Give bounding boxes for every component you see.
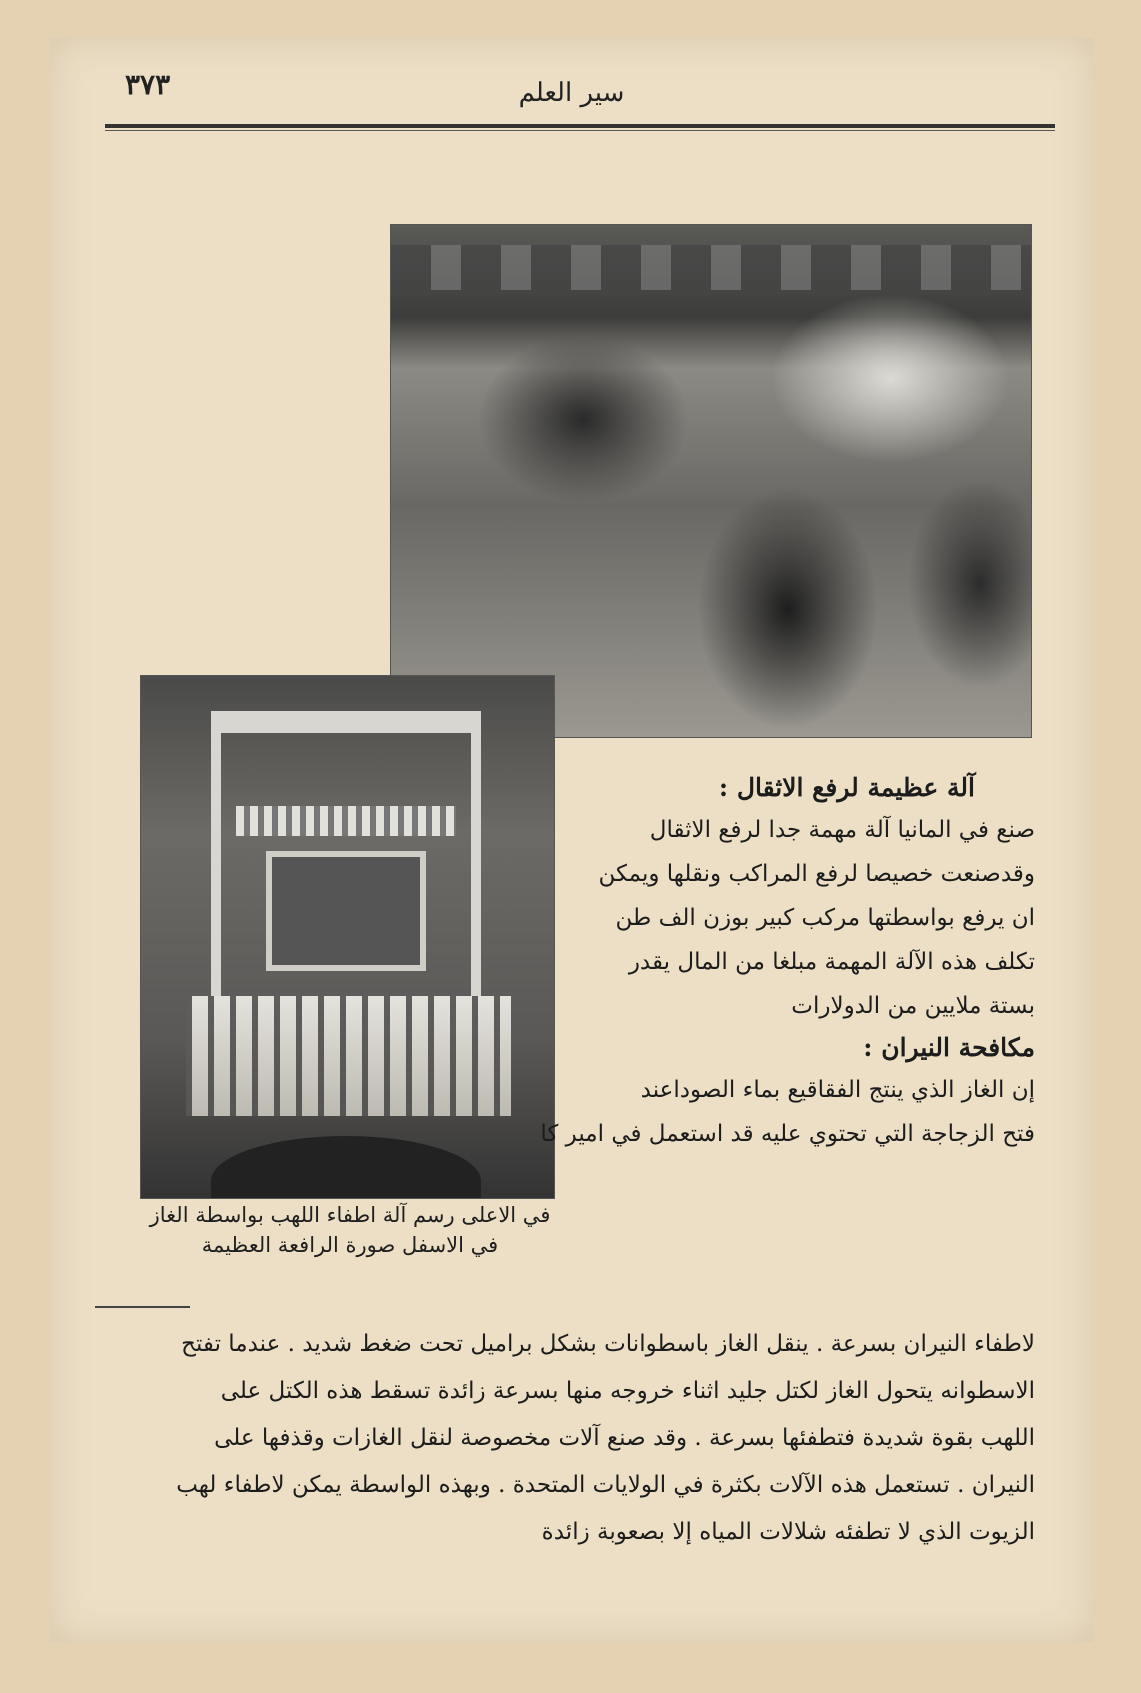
article-line: صنع في المانيا آلة مهمة جدا لرفع الاثقال [649, 817, 1035, 843]
caption-rule [95, 1306, 190, 1308]
article-line: وقدصنعت خصيصا لرفع المراكب ونقلها ويمكن [598, 861, 1035, 887]
article-line: إن الغاز الذي ينتج الفقاقيع بماء الصوداعند [640, 1077, 1035, 1103]
crane-arch [211, 1136, 481, 1199]
page-header [50, 38, 1093, 138]
article-line: بستة ملايين من الدولارات [791, 993, 1035, 1019]
article-line: تكلف هذه الآلة المهمة مبلغا من المال يقدر [628, 949, 1035, 975]
article-line: الاسطوانه يتحول الغاز لكتل جليد اثناء خروجه منها بسرعة زائدة تسقط هذه الكتل على [220, 1378, 1035, 1404]
crane-lifting-cage [266, 851, 426, 971]
crane-base-building [186, 996, 511, 1116]
article-line: اللهب بقوة شديدة فتطفئها بسرعة . وقد صنع آلات مخصوصة لنقل الغازات وقذفها على [214, 1425, 1035, 1451]
article-line: النيران . تستعمل هذه الآلات بكثرة في الولايات المتحدة . وبهذه الواسطة يمكن لاطفاء لهب [176, 1472, 1035, 1498]
header-rule [105, 124, 1055, 128]
header-rule-thin [105, 130, 1055, 131]
fire-extinguishing-photo [390, 224, 1032, 738]
caption-line: في الاعلى رسم آلة اطفاء اللهب بواسطة الغاز [149, 1203, 551, 1227]
running-title: سير العلم [518, 78, 625, 108]
photo-caption [130, 1200, 570, 1260]
article-line: لاطفاء النيران بسرعة . ينقل الغاز باسطوانات بشكل براميل تحت ضغط شديد . عندما تفتح [181, 1331, 1035, 1357]
article-line: الزيوت الذي لا تطفئه شلالات المياه إلا بصعوبة زائدة [541, 1519, 1035, 1545]
crane-deck [236, 806, 456, 836]
full-width-text [85, 1321, 1035, 1556]
article-line: ان يرفع بواسطتها مركب كبير بوزن الف طن [615, 905, 1035, 931]
article-heading-fire: مكافحة النيران : [863, 1033, 1035, 1062]
right-column [540, 768, 1035, 1156]
photo-background-band [391, 245, 1031, 290]
article-heading-crane: آلة عظيمة لرفع الاثقال : [718, 773, 975, 802]
crane-photo [140, 675, 555, 1199]
article-line: فتح الزجاجة التي تحتوي عليه قد استعمل في امير كا [540, 1121, 1035, 1147]
journal-page [50, 38, 1093, 1642]
page-number: ٣٧٣ [125, 68, 171, 101]
caption-line: في الاسفل صورة الرافعة العظيمة [201, 1233, 499, 1257]
